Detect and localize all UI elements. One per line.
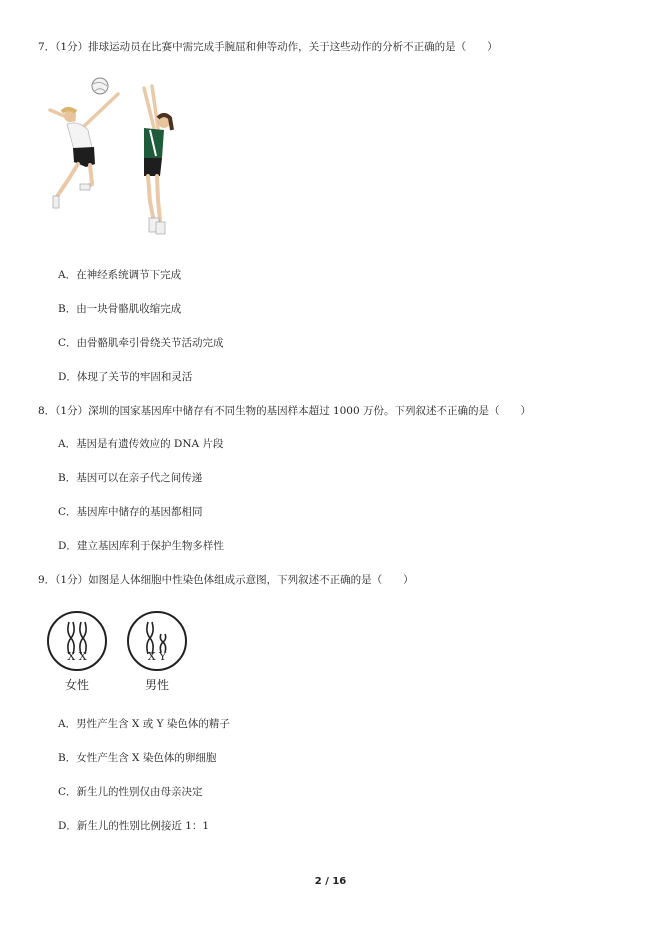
question-8-stem: 8．（1分）深圳的国家基因库中储存有不同生物的基因样本超过 1000 万份。下列叙述不正确的是（ ）: [38, 405, 532, 417]
question-9-option-c: C．新生儿的性别仅由母亲决定: [58, 786, 203, 798]
player-left-figure: [50, 94, 118, 208]
male-chromosome-letters: X Y: [147, 650, 167, 663]
question-8-option-a: A．基因是有遗传效应的 DNA 片段: [58, 438, 224, 450]
question-8-option-b: B．基因可以在亲子代之间传递: [58, 472, 203, 484]
question-9-option-d: D．新生儿的性别比例接近 1：1: [58, 820, 210, 832]
male-caption: 男性: [145, 678, 170, 692]
question-8-option-d: D．建立基因库利于保护生物多样性: [58, 540, 224, 552]
page-number: 2 / 16: [314, 876, 347, 887]
female-caption: 女性: [65, 678, 90, 692]
female-chromosome-letters: X X: [67, 650, 87, 663]
player-right-figure: [144, 86, 172, 234]
question-7-option-d: D．体现了关节的牢固和灵活: [58, 371, 193, 383]
question-9-stem: 9．（1分）如图是人体细胞中性染色体组成示意图，下列叙述不正确的是（ ）: [38, 574, 414, 586]
question-7-option-a: A．在神经系统调节下完成: [58, 269, 182, 281]
sex-chromosome-figure: [44, 608, 204, 694]
question-9-option-a: A．男性产生含 X 或 Y 染色体的精子: [58, 718, 230, 730]
question-9-option-b: B．女性产生含 X 染色体的卵细胞: [58, 752, 217, 764]
question-7-stem: 7．（1分）排球运动员在比赛中需完成手腕屈和伸等动作，关于这些动作的分析不正确的是（ ）: [38, 41, 498, 53]
question-8-option-c: C．基因库中储存的基因都相同: [58, 506, 203, 518]
question-7-option-b: B．由一块骨骼肌收缩完成: [58, 303, 182, 315]
question-7-option-c: C．由骨骼肌牵引骨绕关节活动完成: [58, 337, 224, 349]
volleyball-players-image: [40, 72, 190, 242]
